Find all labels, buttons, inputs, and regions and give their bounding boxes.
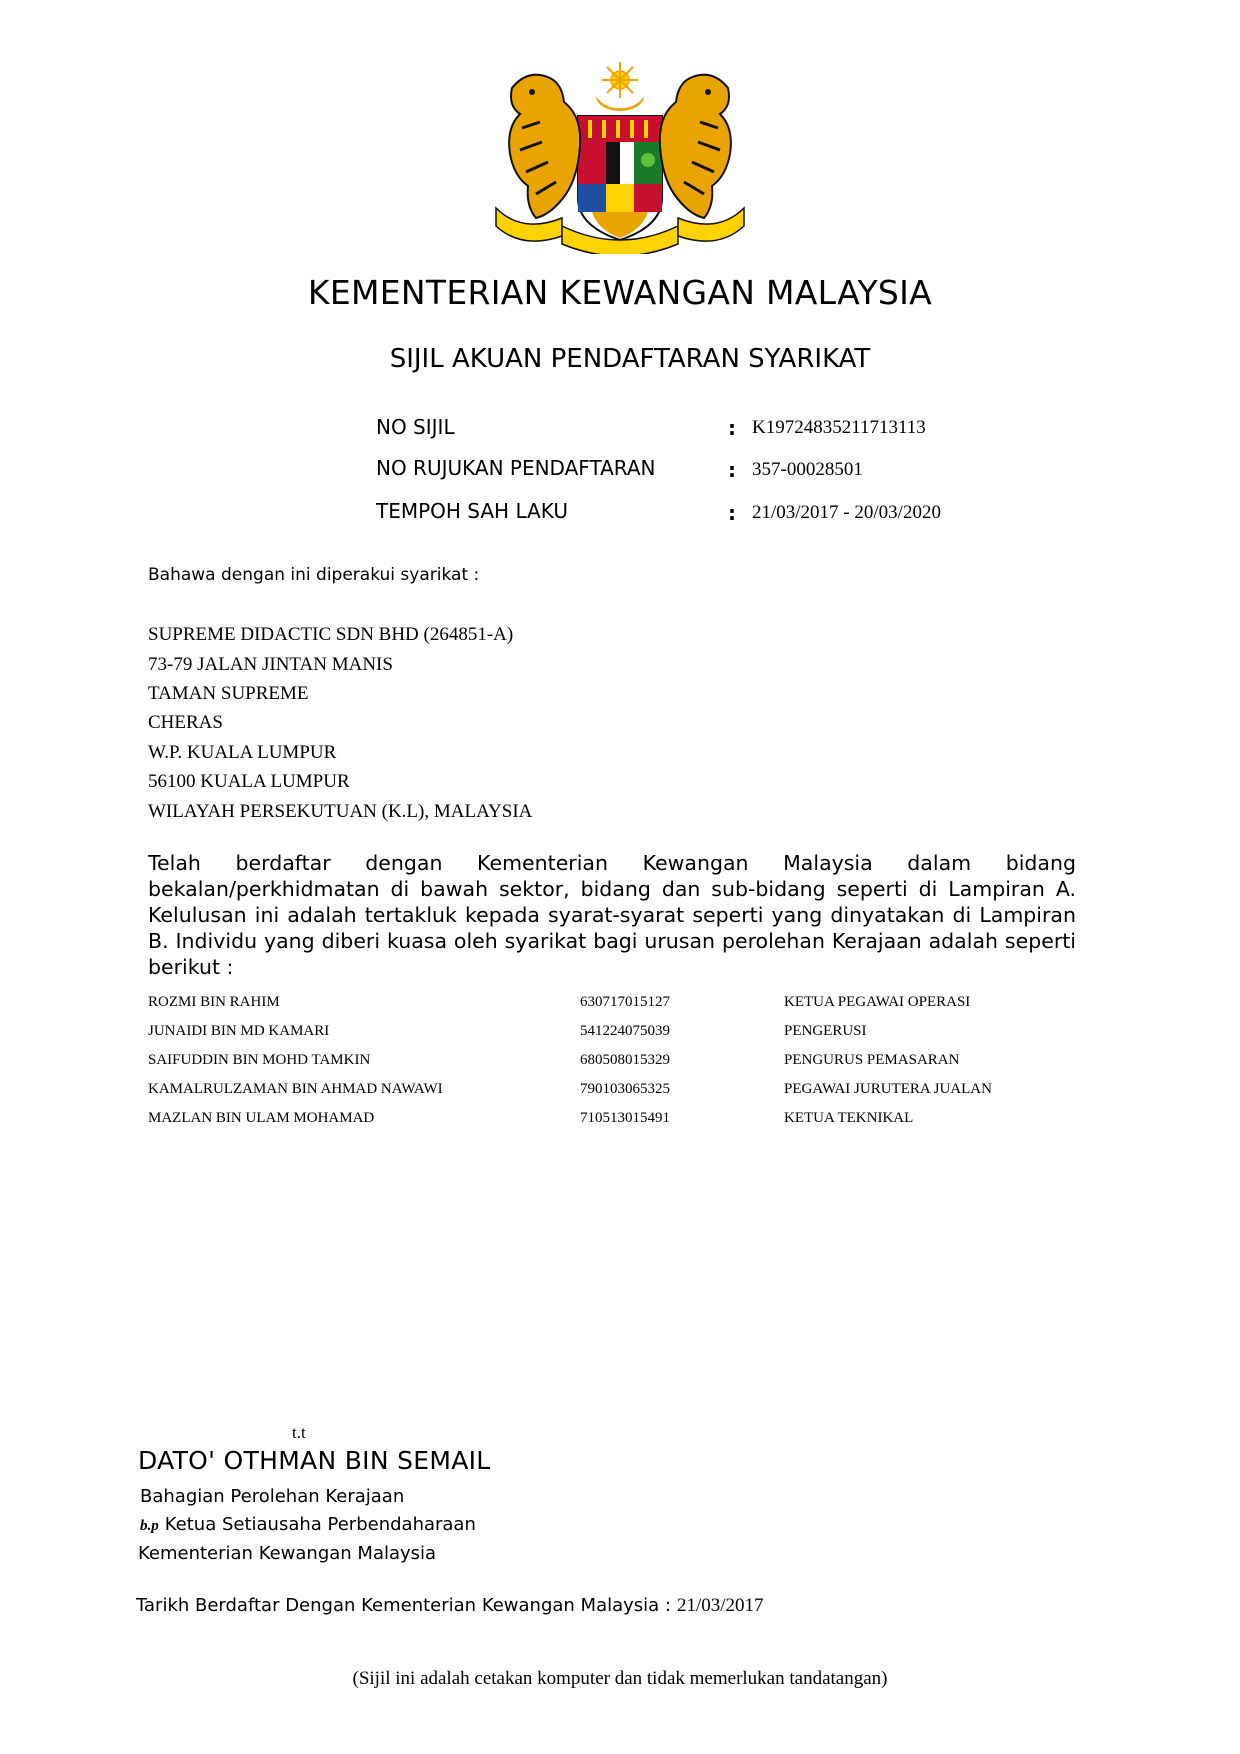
person-role: PEGAWAI JURUTERA JUALAN xyxy=(784,1081,992,1097)
meta-label-tempoh: TEMPOH SAH LAKU xyxy=(376,499,568,523)
table-row xyxy=(148,994,1088,1016)
tiger-supporter-right-icon xyxy=(660,75,731,218)
meta-value-no-rujukan: 357-00028501 xyxy=(752,459,863,480)
meta-colon: : xyxy=(728,458,736,482)
person-name: KAMALRULZAMAN BIN AHMAD NAWAWI xyxy=(148,1081,443,1097)
bp-prefix: b.p xyxy=(140,1518,159,1534)
person-name: MAZLAN BIN ULAM MOHAMAD xyxy=(148,1110,375,1126)
person-ic: 680508015329 xyxy=(580,1052,670,1068)
registration-date-line xyxy=(136,1595,764,1617)
declaration-paragraph: Telah berdaftar dengan Kementerian Kewangan Malaysia dalam bidang bekalan/perkhidmatan di bawah sektor, bidang dan sub-bidang seperti di Lampiran A. Kelulusan ini adalah tertakluk kepada syarat-syarat seperti yang dinyatakan di Lampiran B. Individu yang diberi kuasa oleh syarikat bagi urusan perolehan Kerajaan adalah seperti berikut : xyxy=(148,851,1076,979)
person-role: KETUA TEKNIKAL xyxy=(784,1110,914,1126)
address-line: 73-79 JALAN JINTAN MANIS xyxy=(148,654,393,675)
address-line: CHERAS xyxy=(148,712,223,733)
meta-label-no-rujukan: NO RUJUKAN PENDAFTARAN xyxy=(376,456,656,480)
address-line: TAMAN SUPREME xyxy=(148,683,309,704)
person-role: PENGURUS PEMASARAN xyxy=(784,1052,960,1068)
person-name: JUNAIDI BIN MD KAMARI xyxy=(148,1023,330,1039)
person-ic: 541224075039 xyxy=(580,1023,670,1039)
signatory-name: DATO' OTHMAN BIN SEMAIL xyxy=(138,1446,491,1475)
meta-label-no-sijil: NO SIJIL xyxy=(376,415,455,439)
table-row xyxy=(148,1052,1088,1074)
certificate-title: SIJIL AKUAN PENDAFTARAN SYARIKAT xyxy=(389,344,871,374)
address-line: 56100 KUALA LUMPUR xyxy=(148,771,350,792)
person-name: SAIFUDDIN BIN MOHD TAMKIN xyxy=(148,1052,371,1068)
intro-text: Bahawa dengan ini diperakui syarikat : xyxy=(148,565,480,585)
signatory-bp-line xyxy=(140,1514,476,1535)
registration-date-label: Tarikh Berdaftar Dengan Kementerian Kewangan Malaysia : xyxy=(136,1595,671,1616)
tiger-supporter-left-icon xyxy=(509,75,580,218)
registration-date-value: 21/03/2017 xyxy=(676,1595,764,1616)
crescent-star-icon xyxy=(596,62,644,111)
ministry-heading: KEMENTERIAN KEWANGAN MALAYSIA xyxy=(307,273,933,312)
bp-title: Ketua Setiausaha Perbendaharaan xyxy=(164,1514,476,1535)
person-name: ROZMI BIN RAHIM xyxy=(148,994,280,1010)
person-ic: 790103065325 xyxy=(580,1081,670,1097)
signatory-ministry: Kementerian Kewangan Malaysia xyxy=(138,1543,437,1564)
person-role: KETUA PEGAWAI OPERASI xyxy=(784,994,971,1010)
person-role: PENGERUSI xyxy=(784,1023,867,1039)
shield-icon xyxy=(578,116,662,240)
person-ic: 710513015491 xyxy=(580,1110,670,1126)
meta-colon: : xyxy=(728,416,736,440)
meta-colon: : xyxy=(728,501,736,525)
address-line: W.P. KUALA LUMPUR xyxy=(148,742,337,763)
footer-note: (Sijil ini adalah cetakan komputer dan tidak memerlukan tandatangan) xyxy=(352,1668,888,1689)
meta-value-tempoh: 21/03/2017 - 20/03/2020 xyxy=(752,502,941,523)
coat-of-arms-emblem xyxy=(492,58,748,254)
table-row xyxy=(148,1023,1088,1045)
table-row xyxy=(148,1110,1088,1132)
tt-mark: t.t xyxy=(292,1423,306,1442)
person-ic: 630717015127 xyxy=(580,994,670,1010)
meta-value-no-sijil: K19724835211713113 xyxy=(752,417,926,438)
company-name: SUPREME DIDACTIC SDN BHD (264851-A) xyxy=(148,624,514,645)
signatory-division: Bahagian Perolehan Kerajaan xyxy=(140,1486,405,1507)
address-line: WILAYAH PERSEKUTUAN (K.L), MALAYSIA xyxy=(148,801,533,822)
table-row xyxy=(148,1081,1088,1103)
